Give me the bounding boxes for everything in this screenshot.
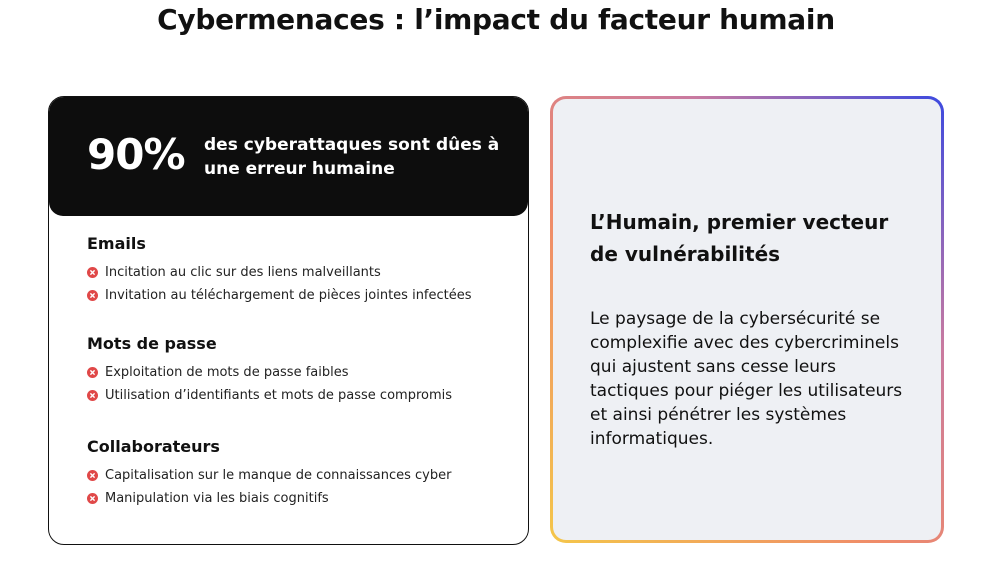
category-employees <box>87 437 507 510</box>
x-circle-icon <box>87 493 98 504</box>
list-item <box>87 361 507 384</box>
list-item-label: Utilisation d’identifiants et mots de passe compromis <box>105 388 453 403</box>
list-item <box>87 284 507 307</box>
list-item-label: Exploitation de mots de passe faibles <box>105 365 349 380</box>
stat-header <box>49 97 528 216</box>
highlight-body: Le paysage de la cybersécurité se complexifie avec des cybercriminels qui ajustent sans cesse leurs tactiques pour piéger les utilisateurs et ainsi pénétrer les systèmes informatiques. <box>590 309 903 449</box>
list-item-label: Incitation au clic sur des liens malveillants <box>105 265 381 280</box>
category-title: Emails <box>87 234 146 253</box>
list-item-label: Invitation au téléchargement de pièces jointes infectées <box>105 288 472 303</box>
list-item <box>87 464 507 487</box>
x-circle-icon <box>87 267 98 278</box>
category-emails <box>87 234 507 307</box>
stat-text: des cyberattaques sont dûes à une erreur humaine <box>204 135 500 179</box>
list-item <box>87 487 507 510</box>
category-passwords <box>87 334 507 407</box>
page-title: Cybermenaces : l’impact du facteur humain <box>157 3 835 36</box>
list-item-label: Manipulation via les biais cognitifs <box>105 491 329 506</box>
list-item-label: Capitalisation sur le manque de connaissances cyber <box>105 468 452 483</box>
list-item <box>87 384 507 407</box>
category-title: Collaborateurs <box>87 437 220 456</box>
x-circle-icon <box>87 390 98 401</box>
stat-value: 90% <box>87 130 185 179</box>
x-circle-icon <box>87 470 98 481</box>
category-title: Mots de passe <box>87 334 217 353</box>
x-circle-icon <box>87 367 98 378</box>
x-circle-icon <box>87 290 98 301</box>
highlight-title: L’Humain, premier vecteur de vulnérabilités <box>590 210 889 266</box>
highlight-panel <box>553 99 941 540</box>
list-item <box>87 261 507 284</box>
highlight-card <box>550 96 944 543</box>
risk-factors-card <box>48 96 529 545</box>
